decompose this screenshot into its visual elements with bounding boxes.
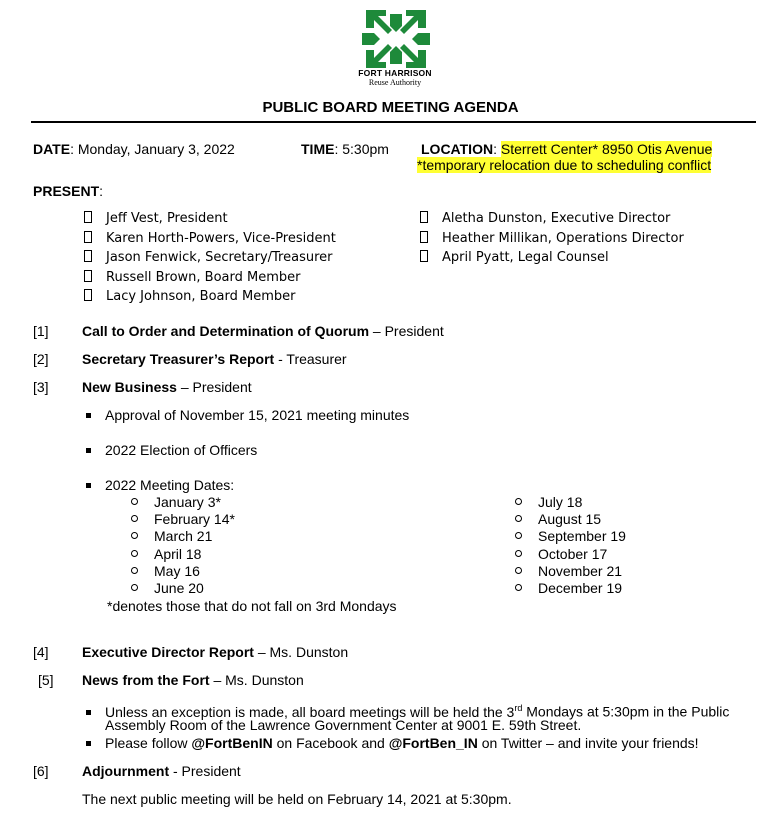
item-title: Call to Order and Determination of Quorum [82, 323, 370, 339]
attendee [420, 248, 684, 268]
date-value: : Monday, January 3, 2022 [70, 141, 235, 157]
title-divider [31, 121, 756, 123]
location-value: Sterrett Center* 8950 Otis Avenue [500, 141, 713, 157]
attendee [420, 229, 684, 249]
circle-bullet-icon [515, 515, 522, 522]
checkbox-icon [84, 211, 92, 223]
attendee-name: Jeff Vest, President [106, 211, 228, 226]
item-presenter: – Ms. Dunston [253, 644, 349, 660]
item-title: Adjournment [82, 763, 170, 779]
attendee-name: Heather Millikan, Operations Director [442, 230, 684, 246]
location-label: LOCATION [421, 141, 494, 157]
bullet-icon [86, 741, 91, 746]
item-number: [5] [38, 672, 54, 688]
circle-bullet-icon [131, 567, 138, 574]
agenda-item-news [82, 672, 304, 688]
item-presenter: – President [176, 379, 252, 395]
attendee [84, 248, 336, 268]
bullet-icon [86, 448, 91, 453]
item-title: New Business [82, 379, 177, 395]
checkbox-icon [420, 250, 428, 262]
item-presenter: – President [369, 323, 444, 339]
item-number: [4] [33, 644, 49, 660]
attendee [84, 287, 336, 307]
date-text: December 19 [538, 580, 623, 597]
date-text: February 14* [154, 511, 235, 528]
bullet-icon [86, 413, 91, 418]
date-item [515, 546, 626, 563]
facebook-handle: @FortBenIN [191, 735, 273, 751]
attendee [84, 229, 336, 249]
time-label: TIME [301, 141, 335, 157]
bullet-text: Approval of November 15, 2021 meeting minutes [105, 407, 410, 423]
circle-bullet-icon [131, 532, 138, 539]
list-item [86, 735, 699, 751]
circle-bullet-icon [131, 498, 138, 505]
circle-bullet-icon [515, 584, 522, 591]
agenda-item-call-to-order [82, 323, 444, 339]
date-text: August 15 [538, 511, 602, 528]
time-value: : 5:30pm [334, 141, 389, 157]
date-item [131, 494, 235, 511]
item-presenter: - President [169, 763, 241, 779]
location-note [417, 157, 711, 173]
location-separator: : [493, 141, 501, 157]
circle-bullet-icon [515, 532, 522, 539]
item-title: Executive Director Report [82, 644, 254, 660]
attendees-right [420, 209, 684, 268]
circle-bullet-icon [515, 498, 522, 505]
meeting-dates-right [515, 494, 626, 597]
item-title: Secretary Treasurer’s Report [82, 351, 275, 367]
date-item [515, 494, 626, 511]
bullet-text: Please follow [105, 735, 192, 751]
dates-note: *denotes those that do not fall on 3rd Mondays [107, 598, 397, 614]
date-item [515, 528, 626, 545]
meeting-location [421, 141, 712, 157]
meeting-time [301, 141, 389, 157]
present-colon: : [99, 183, 104, 199]
date-text: November 21 [538, 562, 623, 579]
date-item [131, 580, 235, 597]
circle-bullet-icon [131, 515, 138, 522]
circle-bullet-icon [515, 567, 522, 574]
attendee [84, 209, 336, 229]
attendees-left [84, 209, 336, 307]
attendee [84, 268, 336, 288]
agenda-item-adjournment [82, 763, 241, 779]
bullet-text: on Twitter – and invite your friends! [477, 735, 699, 751]
date-text: January 3* [154, 494, 221, 510]
date-item [131, 511, 235, 528]
date-label: DATE [33, 141, 71, 157]
meeting-date [33, 141, 235, 157]
attendee-name: April Pyatt, Legal Counsel [442, 250, 609, 265]
attendee-name: Karen Horth-Powers, Vice-President [106, 230, 336, 246]
item-presenter: - Treasurer [274, 351, 347, 367]
date-text: May 16 [154, 562, 200, 579]
date-item [515, 563, 626, 580]
bullet-text: on Facebook and [272, 735, 389, 751]
list-item [86, 407, 409, 423]
checkbox-icon [84, 231, 92, 243]
list-item [86, 477, 234, 493]
bullet-text: 2022 Meeting Dates: [105, 477, 235, 493]
date-text: March 21 [154, 528, 213, 545]
item-number: [2] [33, 351, 49, 367]
date-item [131, 563, 235, 580]
checkbox-icon [84, 270, 92, 282]
bullet-text: Mondays at 5:30pm in the Public [522, 703, 730, 720]
attendee-name: Aletha Dunston, Executive Director [442, 211, 671, 226]
item-number: [1] [33, 323, 49, 339]
attendee-name: Jason Fenwick, Secretary/Treasurer [106, 250, 333, 265]
agenda-item-new-business [82, 379, 252, 395]
date-item [131, 528, 235, 545]
bullet-text: Unless an exception is made, all board meetings will be held the 3 [105, 703, 515, 720]
item-presenter: – Ms. Dunston [209, 672, 304, 688]
agenda-item-director-report [82, 644, 348, 660]
ordinal-suffix: rd [514, 703, 523, 713]
page-title: PUBLIC BOARD MEETING AGENDA [262, 99, 519, 116]
bullet-icon [86, 710, 91, 715]
checkbox-icon [84, 250, 92, 262]
checkbox-icon [420, 211, 428, 223]
circle-bullet-icon [515, 550, 522, 557]
present-heading [33, 183, 103, 199]
date-text: July 18 [538, 494, 583, 510]
checkbox-icon [420, 231, 428, 243]
attendee-name: Lacy Johnson, Board Member [106, 289, 296, 304]
date-text: September 19 [538, 528, 626, 545]
present-label: PRESENT [33, 183, 100, 199]
item-number: [3] [33, 379, 49, 395]
circle-bullet-icon [131, 584, 138, 591]
org-subtitle: Reuse Authority [368, 78, 422, 87]
date-item [515, 511, 626, 528]
checkbox-icon [84, 289, 92, 301]
date-text: June 20 [154, 580, 204, 597]
bullet-icon [86, 483, 91, 488]
org-name: FORT HARRISON [358, 68, 432, 78]
date-text: April 18 [154, 545, 202, 562]
date-item [131, 546, 235, 563]
bullet-text: 2022 Election of Officers [105, 442, 258, 458]
attendee-name: Russell Brown, Board Member [106, 269, 301, 285]
location-note-text: *temporary relocation due to scheduling conflict [417, 157, 712, 173]
meeting-dates-left [131, 494, 235, 597]
twitter-handle: @FortBen_IN [388, 735, 478, 751]
item-number: [6] [33, 763, 49, 779]
date-item [515, 580, 626, 597]
item-title: News from the Fort [82, 672, 210, 688]
bullet-continuation: Assembly Room of the Lawrence Government Center at 9001 E. 59th Street. [105, 717, 582, 733]
list-item [86, 442, 257, 458]
agenda-item-treasurer-report [82, 351, 347, 367]
attendee [420, 209, 684, 229]
date-text: October 17 [538, 545, 608, 562]
circle-bullet-icon [131, 550, 138, 557]
next-meeting-note: The next public meeting will be held on February 14, 2021 at 5:30pm. [82, 791, 512, 807]
